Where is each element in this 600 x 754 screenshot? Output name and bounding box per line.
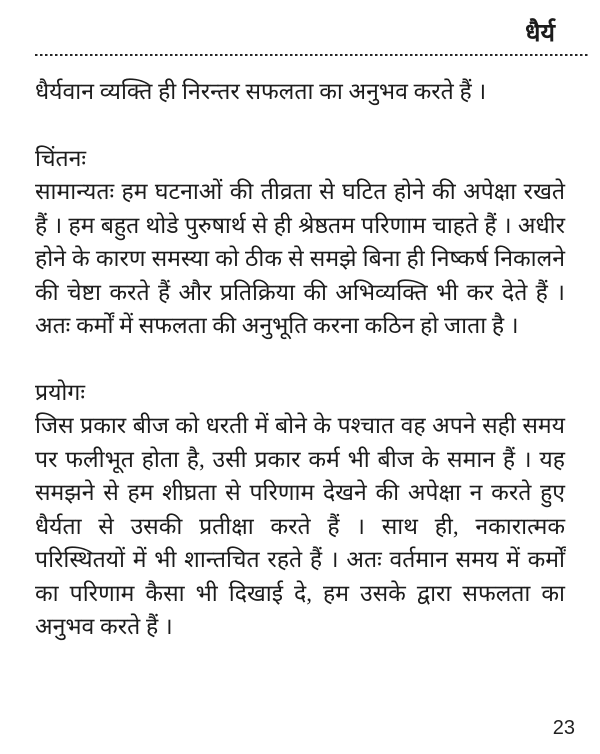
paragraph-line: होने के कारण समस्या को ठीक से समझे बिना ही निष्कर्ष निकालने: [35, 246, 565, 271]
intro-paragraph: [35, 75, 565, 109]
section-heading-prayog: प्रयोगः: [35, 379, 85, 405]
paragraph-line: समझने से हम शीघ्रता से परिणाम देखने की अपेक्षा न करते हुए: [35, 480, 565, 505]
section-heading-chintan: चिंतनः: [35, 145, 87, 171]
section-chintan: [35, 142, 565, 343]
paragraph-line: जिस प्रकार बीज को धरती में बोने के पश्चात वह अपने सही समय: [35, 413, 565, 438]
intro-line: धैर्यवान व्यक्ति ही निरन्तर सफलता का अनुभव करते हैं ।: [35, 79, 487, 104]
paragraph-line: की चेष्टा करते हैं और प्रतिक्रिया की अभिव्यक्ति भी कर देते हैं ।: [35, 279, 565, 305]
paragraph-line: अतः कर्मों में सफलता की अनुभूति करना कठिन हो जाता है ।: [35, 313, 519, 338]
paragraph-line: धैर्यता से उसकी प्रतीक्षा करते हैं । साथ ही, नकारात्मक: [35, 513, 565, 539]
paragraph-line: परिस्थितयों में भी शान्तचित रहते हैं । अतः वर्तमान समय में कर्मों: [35, 547, 565, 572]
paragraph-line: सामान्यतः हम घटनाओं की तीव्रता से घटित होने की अपेक्षा रखते: [35, 179, 565, 204]
page-number: 23: [552, 717, 575, 739]
chapter-title: धैर्य: [525, 20, 555, 47]
page-content: [0, 56, 600, 644]
section-prayog: [35, 376, 565, 644]
paragraph-line: अनुभव करते हैं ।: [35, 614, 173, 639]
paragraph-line: पर फलीभूत होता है, उसी प्रकार कर्म भी बीज के समान हैं । यह: [35, 446, 565, 472]
paragraph-line: का परिणाम कैसा भी दिखाई दे, हम उसके द्वारा सफलता का: [35, 580, 565, 606]
paragraph-line: हैं । हम बहुत थोडे पुरुषार्थ से ही श्रेष्ठतम परिणाम चाहते हैं । अधीर: [35, 212, 565, 238]
page-header: [0, 0, 600, 54]
